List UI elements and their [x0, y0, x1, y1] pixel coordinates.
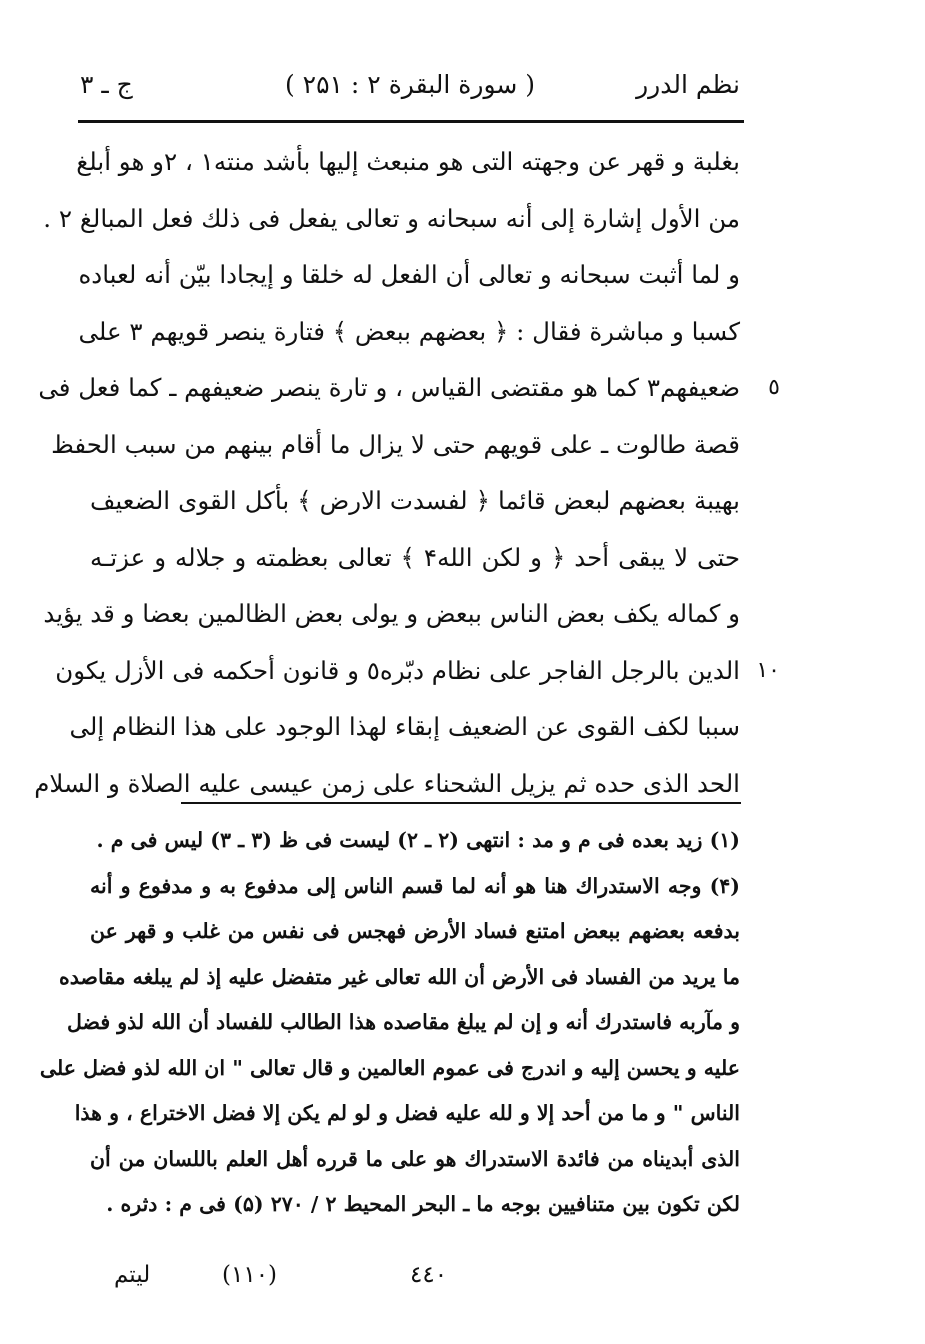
footnote-line: ما يريد من الفساد فى الأرض أن الله تعالى غير متفضل عليه إذ لم يبلغه مقاصده	[59, 964, 740, 989]
text-line	[69, 699, 740, 756]
line-text: حتى لا يبقى أحد ﴿ و لكن الله۴ ﴾ تعالى بعظمته و جلاله و عزتـه	[90, 542, 740, 572]
line-number: ٥	[768, 375, 780, 400]
catchword: ليتم	[114, 1262, 151, 1288]
book-title: نظم الدرر	[636, 70, 740, 99]
signature-mark: (۱۱۰)	[222, 1262, 278, 1288]
footnote-line: الذى أبديناه من فائدة الاستدراك هو على ما قرره أهل العلم باللسان من أن	[90, 1146, 740, 1171]
footnote-line: الناس " و ما من أحد إلا و لله عليه فضل و لو لم يكن إلا فضل الاختراع ، و هذا	[74, 1101, 740, 1125]
page-footer	[90, 1257, 740, 1297]
surah-reference: ( سورة البقرة ۲ : ۲۵۱ )	[284, 70, 536, 99]
line-text: بغلبة و قهر عن وجهته التى هو منبعث إليها بأشد منته۱ ، ۲و هو أبلغ	[76, 147, 740, 176]
line-text: سببا لكف القوى عن الضعيف إبقاء لهذا الوجود على هذا النظام إلى	[69, 712, 740, 741]
text-line	[55, 643, 780, 700]
text-line	[43, 586, 740, 643]
line-text: الدين بالرجل الفاجر على نظام دبّره٥ و قانون أحكمه فى الأزل يكون	[55, 655, 740, 685]
footnote-line: لكن تكون بين متنافيين بوجه ما ـ البحر المحيط ۲ / ۲۷۰ (۵) فى م : دثره .	[106, 1192, 740, 1216]
text-line	[90, 473, 740, 530]
line-text: بهيبة بعضهم لبعض قائما ﴿ لفسدت الارض ﴾ بأكل القوى الضعيف	[90, 486, 740, 515]
line-text: و لما أثبت سبحانه و تعالى أن الفعل له خلقا و إيجادا بيّن أنه لعباده	[78, 260, 740, 289]
line-text: الحد الذى حده ثم يزيل الشحناء على زمن عيسى عليه الصلاة و السلام	[34, 768, 740, 798]
line-text: قصة طالوت ـ على قويهم حتى لا يزال ما أقام بينهم من سبب الحفظ	[51, 429, 740, 459]
text-line	[90, 530, 740, 587]
footnote-separator	[181, 802, 741, 804]
volume-label: ج ـ ۳	[80, 70, 133, 99]
text-line	[38, 360, 780, 417]
header-rule	[78, 120, 744, 123]
footnote-line: (۴) وجه الاستدراك هنا هو أنه لما قسم الناس إلى مدفوع به و مدفوع و أنه	[90, 873, 740, 898]
page-number: ٤٤٠	[410, 1262, 448, 1288]
footnote-line: و مآربه فاستدرك أنه و إن لم يبلغ مقاصده هذا الطالب للفساد أن الله لذو فضل	[67, 1010, 740, 1034]
text-line	[43, 191, 740, 248]
main-text	[34, 134, 780, 812]
text-line	[78, 304, 740, 361]
text-line	[76, 134, 740, 191]
running-header	[80, 68, 740, 108]
line-text: كسبا و مباشرة فقال : ﴿ بعضهم ببعض ﴾ فتارة ينصر قويهم ۳ على	[78, 316, 740, 346]
line-number: ١٠	[756, 657, 780, 683]
line-text: و كماله يكف بعض الناس ببعض و يولى بعض الظالمين بعضا و قد يؤيد	[43, 599, 740, 628]
footnotes	[39, 818, 740, 1228]
footnote-line: (۱) زيد بعده فى م و مد : انتهى (۲ ـ ۲) ليست فى ظ (۳ ـ ۳) ليس فى م .	[96, 828, 740, 852]
text-line	[78, 247, 740, 304]
line-text: ضعيفهم۳ كما هو مقتضى القياس ، و تارة ينصر ضعيفهم ـ كما فعل فى	[38, 373, 740, 402]
footnote-line: بدفعه بعضهم ببعض امتنع فساد الأرض فهجس فى نفس من غلب و قهر عن	[90, 919, 740, 943]
footnote-line: عليه و يحسن إليه و اندرج فى عموم العالمين و قال تعالى " ان الله لذو فضل على	[39, 1055, 740, 1080]
text-line	[51, 417, 740, 474]
line-text: من الأول إشارة إلى أنه سبحانه و تعالى يفعل فى ذلك فعل المبالغ ۲ .	[43, 203, 740, 233]
